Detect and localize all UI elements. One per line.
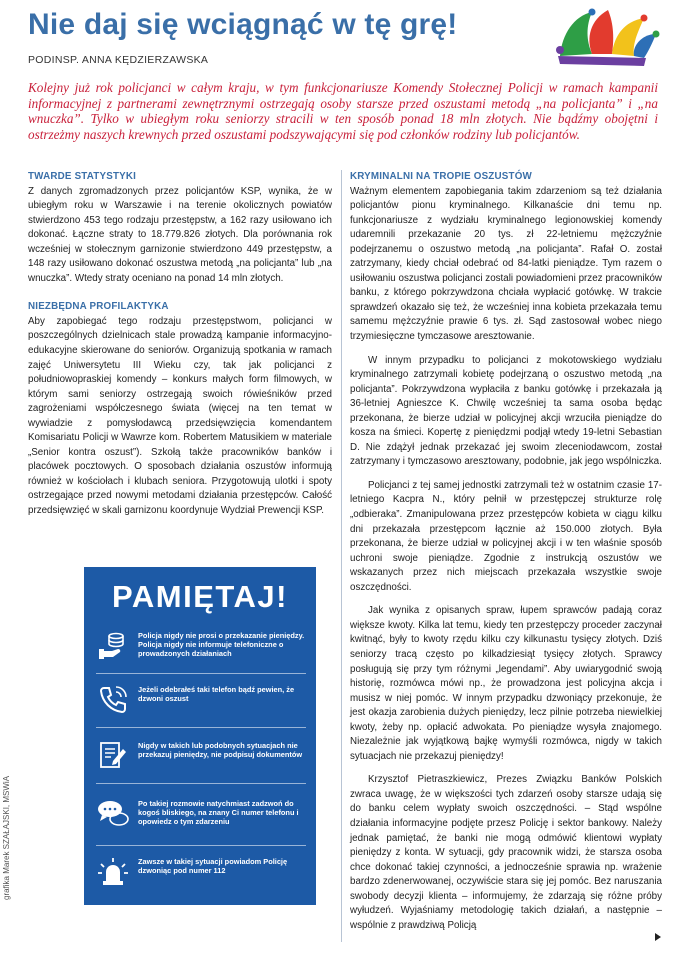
section-heading-criminal: KRYMINALNI NA TROPIE OSZUSTÓW [350,171,532,182]
body-paragraph: Ważnym elementem zapobiegania takim zdarzeniom są też działania policjantów pionu kryminalnego. Kilkanaście dni temu np. funkcjonariusze z wydziału kryminalnego legionowskiej komendy udaremnili przekazanie 20 tys. zł 22-letniemu mężczyźnie podejrzanemu o oszustwo metodą „na policjanta”. Rafał O. został zatrzymany, kiedy chciał odebrać od 84-latki pieniądze. Tym razem o usiłowaniu oszustwa policjanci zostali powiadomieni przez pracowników banku, z którego pokrzywdzona chciała wypłacić gotówkę. W trakcie sprawdzeń okazało się też, że wcześniej inna kobieta przekazała temu samemu mężczyźnie prawie 6 tys. zł. Sąd zastosował wobec niego trzymiesięczne tymczasowe aresztowanie. [350,185,662,343]
panel-item-text: Nigdy w takich lub podobnych sytuacjach nie przekazuj pieniędzy, nie podpisuj dokumentów [138,741,303,760]
section-heading-statistics: TWARDE STATYSTYKI [28,171,137,182]
jester-hat-icon [552,4,660,70]
document-pen-icon [96,739,130,773]
left-column [28,170,332,519]
panel-item-text: Policja nigdy nie prosi o przekazanie pieniędzy. Policja nigdy nie informuje telefoniczne o prowadzonych działaniach [138,631,305,659]
body-paragraph: Krzysztof Pietraszkiewicz, Prezes Związku Banków Polskich zwraca uwagę, że w większości tych zdarzeń osoby starsze udają się do banku celem wypłaty swoich oszczędności. – Stąd wspólne działania informacyjne podjęte przesz Policję i sektor bankowy. Należy jednak pamiętać, że banki nie mogą odmówić klientowi wypłaty pieniędzy z konta. W sytuacji, gdy pracownik widzi, że starsza osoba chce dokonać takiej czynności, a jednocześnie sprawia np. wrażenie bardzo zdenerwowanej, oczywiście stara się jej pomóc. Bez naruszania swobody decyzji klienta – informujemy, że zdarzają się różne próby wyłudzeń. Wyjaśniamy metodologię takich działań, a następnie – wspólnie z prawdziwą Policją [350,774,662,931]
phone-icon [96,683,130,717]
section-heading-prevention: NIEZBĘDNA PROFILAKTYKA [28,301,169,313]
right-column [350,170,662,933]
author-byline: PODINSP. ANNA KĘDZIERZAWSKA [28,54,209,66]
panel-title: PAMIĘTAJ! [112,579,288,614]
chat-bubbles-icon [96,797,130,831]
police-siren-icon [96,855,130,889]
remember-panel [84,567,316,905]
money-hand-icon [96,629,130,663]
panel-divider [96,845,306,846]
graphic-credit: grafika Marek SZAŁAJSKI, MSWiA [2,775,11,900]
panel-divider [96,673,306,674]
panel-item-text: Jeżeli odebrałeś taki telefon bądź pewien, że dzwoni oszust [138,685,295,704]
article-lead: Kolejny już rok policjanci w całym kraju, w tym funkcjonariusze Komendy Stołecznej Policji w ramach kampanii informacyjnej z partnerami zewnętrznymi ostrzegają osoby starsze przed oszustami metodą „na policjanta” i „na wnuczka”. Tylko w ubiegłym roku seniorzy stracili w ten sposób ponad 18 mln złotych. Nie bądźmy obojętni i ostrzeżmy naszych krewnych przed oszustami podszywającymi się pod członków rodziny lub policjantów. [28,80,658,142]
column-divider [341,170,342,942]
continue-arrow-icon [655,933,661,941]
article-title: Nie daj się wciągnąć w tę grę! [28,8,458,41]
body-paragraph: Policjanci z tej samej jednostki zatrzymali też w ostatnim czasie 17-letniego Kacpra N., który pełnił w przestępczej strukturze rolę „odbieraka”. Zmanipulowana przez przestępców kobieta w ciągu kilku dni przekazała przestępcom łącznie aż 150.000 złotych. Była przekonana, że bierze udział w policyjnej akcji i w ten właśnie sposób uchroni swoje pieniądze. Zgodnie z instrukcją oszustów we wskazanych przez nich miejscach przekazała wszystkie swoje oszczędności. [350,479,662,593]
panel-divider [96,783,306,784]
body-paragraph: Jak wynika z opisanych spraw, łupem sprawców padają coraz większe kwoty. Kilka lat temu, kiedy ten przestępczy proceder zaczynał kwitnąć, były to kwoty rzędu kilku czy kilkunastu tysięcy złotych. Dziś seniorzy tracą często po kilkadziesiąt tysięcy złotych. Sprawcy posługują się przy tym różnymi „legendami”. Aby uwiarygodnić swoją historię, rozmówca mówi np., że prowadzona jest policyjna akcja i musisz w niej pomóc. W innym przypadku dzwoniący przekonuje, że jest okazja zarobienia dużych pieniędzy, lecz pilnie potrzeba niewielkiej kwoty, żeby np. opłacić adwokata. Po pieniądze wysyła znajomego. Niezależnie jak wyjątkową bajkę wymyśli rozmówca, nigdy w takich sytuacjach nie przekazuj pieniędzy! [350,605,662,762]
panel-item-text: Po takiej rozmowie natychmiast zadzwoń do kogoś bliskiego, na znany Ci numer telefonu i opowiedz o tym zdarzeniu [138,799,299,827]
body-paragraph: W innym przypadku to policjanci z mokotowskiego wydziału kryminalnego zatrzymali kobietę podejrzaną o oszustwo metodą „na policjanta”. Pokrzywdzona wypłaciła z banku gotówkę i przekazała ją 36-letniej Agnieszce K. Chwilę wcześniej ta sama osoba będąc przekonana, że bierze udział w policyjnej akcji wrzuciła pieniądze do kosza na śmieci. Kopertę z pieniędzmi podjął wtedy 19-letni Sebastian D. Nie zdążył jednak przekazać jej swoim zleceniodawcom, został zatrzymany i tymczasowo aresztowany, podobnie, jak jego wspólniczka. [350,354,662,468]
panel-item-text: Zawsze w takiej sytuacji powiadom Policję dzwoniąc pod numer 112 [138,857,288,876]
panel-divider [96,727,306,728]
prevention-paragraph: Aby zapobiegać tego rodzaju przestępstwom, policjanci w poszczególnych dzielnicach stale prowadzą kampanie informacyjno-edukacyjne skierowane do seniorów. Organizują spotkania w ramach zajęć Uniwersytetu III Wieku czy, tak jak policjanci z południowopraskiej komendy – konkurs małych form filmowych, w którym sami seniorzy ostrzegają swoich rówieśników przed zagrożeniami współczesnego świata (więcej na ten temat w wywiadzie z pomysłodawcą przedsięwzięcia komendantem Komisariatu Policji w Wawrze kom. Robertem Matusikiem w materiale „Senior kontra oszust”). Szkołą także pracowników banków i placówek pocztowych. O sposobach działania oszustów informują również w kościołach i klubach seniora. Przygotowują ulotki i spoty ostrzegające przed nowymi metodami działania przestępców. Całość przedsięwzięć w skali garnizonu koordynuje Wydział Prewencji KSP. [28,315,332,517]
statistics-paragraph: Z danych zgromadzonych przez policjantów KSP, wynika, że w ubiegłym roku w Warszawie i na terenie okolicznych powiatów stwierdzono 453 tego rodzaju przestępstw, a 162 razy usiłowano ich dokonać. Łączne straty to 18.779.826 złotych. Dla porównania rok wcześniej w stołecznym garnizonie stwierdzono 449 przestępstw, a 148 razy usiłowano dokonać oszustwa metodą „na policjanta” lub „na wnuczka”. Wtedy straty oceniano na ponad 14 mln złotych. [28,185,332,284]
